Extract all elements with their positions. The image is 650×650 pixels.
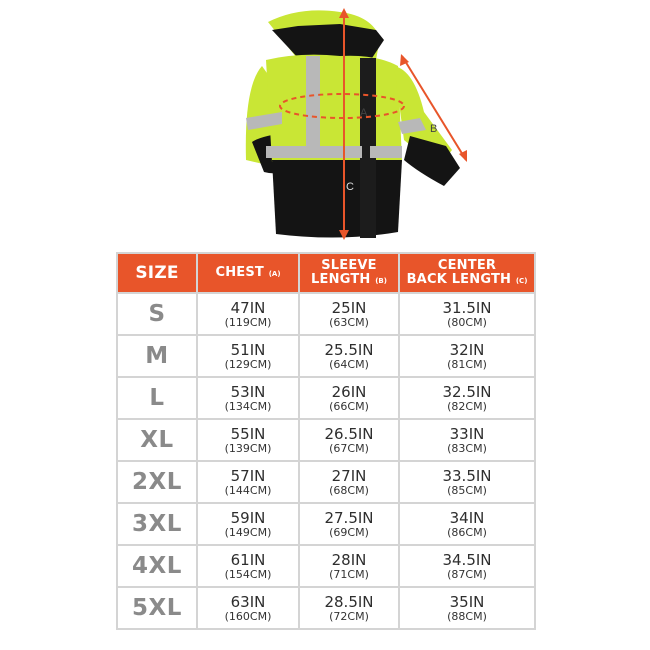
chest-cell: 51IN (129CM) xyxy=(197,335,299,377)
header-center-back-length: CENTER BACK LENGTH (C) xyxy=(399,253,535,293)
back-length-cell: 35IN (88CM) xyxy=(399,587,535,629)
jacket-illustration xyxy=(220,0,480,250)
back-length-cell: 33.5IN (85CM) xyxy=(399,461,535,503)
table-row xyxy=(117,293,535,335)
chest-cell: 61IN (154CM) xyxy=(197,545,299,587)
table-row xyxy=(117,419,535,461)
size-cell: L xyxy=(117,377,197,419)
header-size: SIZE xyxy=(117,253,197,293)
sleeve-cell: 25.5IN (64CM) xyxy=(299,335,399,377)
back-length-cell: 33IN (83CM) xyxy=(399,419,535,461)
sleeve-cell: 25IN (63CM) xyxy=(299,293,399,335)
jacket-body-upper xyxy=(266,55,402,162)
jacket-right-cuff xyxy=(404,136,460,186)
sleeve-cell: 26IN (66CM) xyxy=(299,377,399,419)
size-cell: XL xyxy=(117,419,197,461)
size-chart-header-row xyxy=(117,253,535,293)
chest-cell: 59IN (149CM) xyxy=(197,503,299,545)
size-cell: S xyxy=(117,293,197,335)
reflective-stripe-chest-right xyxy=(370,146,402,158)
sleeve-cell: 26.5IN (67CM) xyxy=(299,419,399,461)
chest-cell: 57IN (144CM) xyxy=(197,461,299,503)
size-cell: 4XL xyxy=(117,545,197,587)
table-row xyxy=(117,461,535,503)
jacket-collar xyxy=(272,24,384,60)
reflective-stripe-left xyxy=(306,56,320,158)
header-sleeve-length: SLEEVE LENGTH (B) xyxy=(299,253,399,293)
chest-cell: 53IN (134CM) xyxy=(197,377,299,419)
table-row xyxy=(117,335,535,377)
table-row xyxy=(117,545,535,587)
back-length-cell: 32IN (81CM) xyxy=(399,335,535,377)
size-cell: 3XL xyxy=(117,503,197,545)
chest-cell: 55IN (139CM) xyxy=(197,419,299,461)
sleeve-cell: 28IN (71CM) xyxy=(299,545,399,587)
sleeve-cell: 27.5IN (69CM) xyxy=(299,503,399,545)
sleeve-cell: 27IN (68CM) xyxy=(299,461,399,503)
measure-c-label: C xyxy=(346,181,354,193)
chest-cell: 63IN (160CM) xyxy=(197,587,299,629)
measure-a-label: A xyxy=(360,107,368,119)
table-row xyxy=(117,503,535,545)
back-length-cell: 32.5IN (82CM) xyxy=(399,377,535,419)
measure-b-label: B xyxy=(430,123,438,135)
size-cell: 5XL xyxy=(117,587,197,629)
header-chest: CHEST (A) xyxy=(197,253,299,293)
jacket-body-lower xyxy=(272,160,402,238)
chest-cell: 47IN (119CM) xyxy=(197,293,299,335)
back-length-cell: 34IN (86CM) xyxy=(399,503,535,545)
size-chart-table xyxy=(116,252,536,630)
size-cell: 2XL xyxy=(117,461,197,503)
table-row xyxy=(117,587,535,629)
size-cell: M xyxy=(117,335,197,377)
back-length-cell: 34.5IN (87CM) xyxy=(399,545,535,587)
back-length-cell: 31.5IN (80CM) xyxy=(399,293,535,335)
reflective-stripe-chest-left xyxy=(266,146,362,158)
table-row xyxy=(117,377,535,419)
sleeve-cell: 28.5IN (72CM) xyxy=(299,587,399,629)
